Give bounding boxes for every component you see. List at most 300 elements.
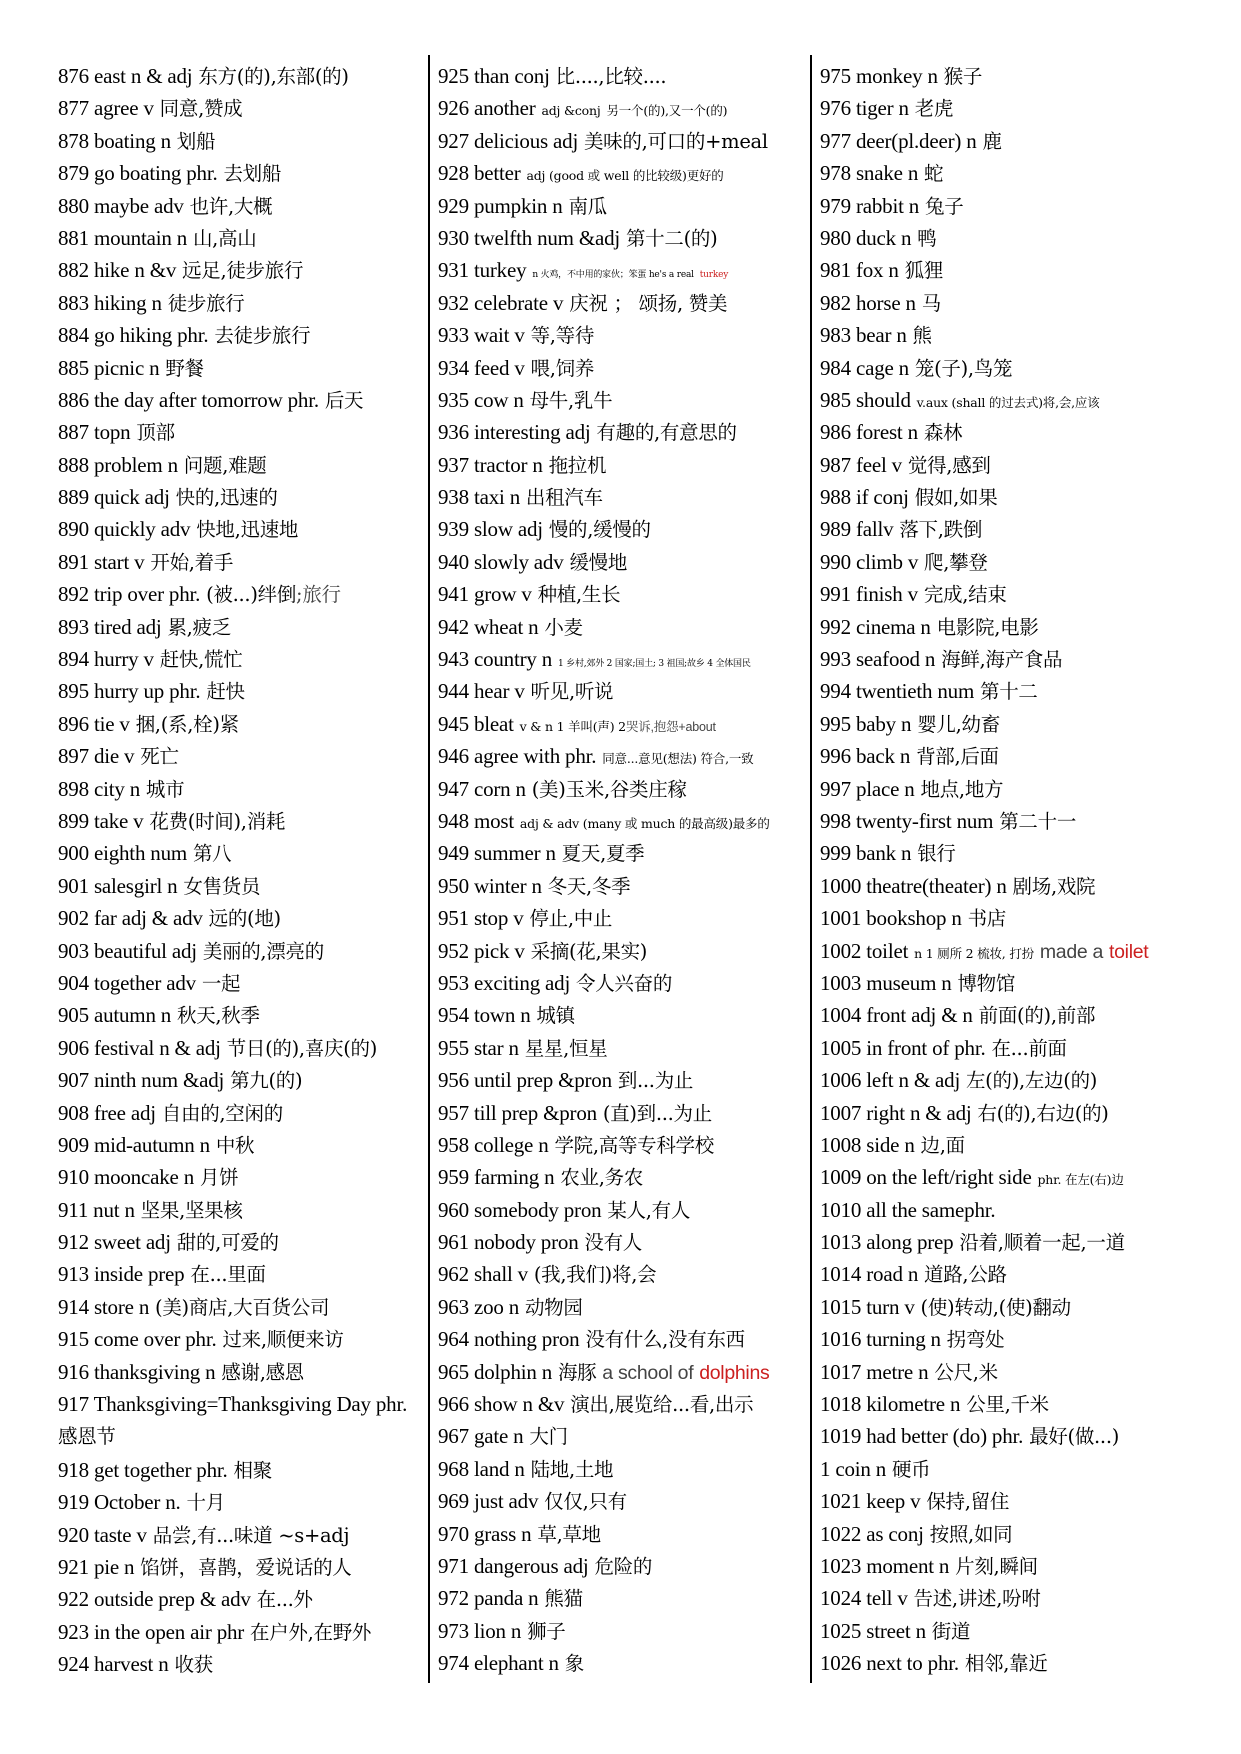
entry-definition: 比....,比较....: [555, 65, 667, 88]
vocab-entry: [820, 708, 1220, 740]
entry-definition: 演出,展览给...看,出示: [570, 1393, 754, 1417]
entry-word: 898 city n: [58, 776, 140, 801]
entry-definition: 划船: [176, 129, 216, 153]
vocab-entry: [438, 352, 810, 384]
entry-definition: 银行: [917, 842, 956, 866]
entry-definition: 硬币: [891, 1457, 931, 1481]
vocab-entry: [58, 708, 428, 740]
vocab-entry: [820, 1485, 1220, 1517]
vocab-entry: [58, 1258, 428, 1290]
entry-definition: 顶部: [136, 421, 175, 445]
entry-word: 884 go hiking phr.: [58, 323, 209, 348]
vocab-entry: [820, 870, 1220, 902]
entry-definition: 按照,如同: [929, 1522, 1013, 1546]
entry-definition: 星星,恒星: [524, 1036, 608, 1060]
entry-word: 973 lion n: [438, 1618, 522, 1643]
vocab-entry: [438, 92, 810, 124]
entry-word: 1014 road n: [820, 1262, 919, 1287]
entry-word: 900 eighth num: [58, 841, 188, 866]
entry-word: 899 take v: [58, 808, 144, 833]
vocab-entry: [438, 1323, 810, 1355]
entry-definition: 快地,迅速地: [196, 518, 299, 542]
entry-example: made a: [1039, 940, 1104, 963]
entry-word: 993 seafood n: [820, 647, 936, 672]
entry-word: 923 in the open air phr: [58, 1619, 245, 1644]
vocab-entry: [58, 870, 428, 902]
entry-word: 933 wait v: [438, 323, 525, 348]
entry-word: 941 grow v: [438, 582, 532, 607]
entry-word: 1007 right n & adj: [820, 1100, 972, 1125]
entry-definition: 没有人: [584, 1231, 643, 1255]
entry-definition: 仅仅,只有: [544, 1490, 627, 1514]
entry-example-highlight: turkey: [699, 270, 729, 281]
entry-definition: 陆地,土地: [530, 1457, 614, 1481]
entry-word: 957 till prep &pron: [438, 1100, 597, 1125]
vocab-entry: [820, 643, 1220, 675]
entry-word: 979 rabbit n: [820, 193, 920, 218]
entry-definition: 婴儿,幼畜: [917, 712, 1000, 736]
entry-definition: 后天: [324, 388, 364, 412]
entry-word: 942 wheat n: [438, 614, 539, 639]
entry-word: 930 twelfth num &adj: [438, 225, 621, 250]
entry-definition: 去划船: [223, 162, 282, 186]
entry-definition: 狐狸: [904, 259, 944, 283]
vocab-entry: [58, 1551, 428, 1583]
entry-definition: 野餐: [165, 356, 204, 380]
vocab-entry: [438, 1518, 810, 1550]
vocab-entry: [820, 1291, 1220, 1323]
vocab-entry: [438, 837, 810, 869]
vocab-entry: [438, 1097, 810, 1129]
entry-word: 940 slowly adv: [438, 549, 564, 574]
vocab-entry: [820, 1582, 1220, 1614]
entry-definition: 小麦: [544, 615, 583, 639]
entry-definition: 开始,着手: [150, 550, 234, 574]
entry-word: 912 sweet adj: [58, 1230, 171, 1255]
entry-word: 889 quick adj: [58, 485, 170, 510]
entry-definition: 第十二(的): [625, 226, 718, 250]
entry-word: 932 celebrate v: [438, 290, 564, 315]
entry-word: 1000 theatre(theater) n: [820, 873, 1007, 898]
entry-definition: 母牛,乳牛: [529, 388, 613, 412]
entry-definition: 东方(的),东部(的): [198, 65, 349, 88]
entry-word: 903 beautiful adj: [58, 938, 197, 963]
vocab-entry: [438, 675, 810, 707]
vocab-entry: [820, 190, 1220, 222]
entry-word: 892 trip over phr.: [58, 582, 201, 607]
column-divider: [428, 55, 430, 1683]
entry-definition: 听见,听说: [530, 680, 614, 704]
vocab-entry: [58, 773, 428, 805]
entry-definition: 落下,跌倒: [899, 518, 983, 542]
entry-small-note: v.aux (shall 的过去式)将,会,应该: [916, 394, 1100, 410]
entry-definition: 等,等待: [530, 324, 595, 348]
entry-word: 968 land n: [438, 1456, 525, 1481]
entry-definition: 第八: [192, 842, 232, 866]
entry-definition: 捆,(系,栓)紧: [135, 712, 239, 736]
entry-definition: 假如,如果: [914, 486, 998, 510]
entry-definition: 拐弯处: [946, 1328, 1005, 1352]
entry-example: a school of: [602, 1361, 694, 1384]
vocab-entry: [58, 1097, 428, 1129]
vocab-entry: [820, 611, 1220, 643]
entry-definition: 问题,难题: [183, 453, 267, 477]
vocab-column-2: [438, 60, 810, 1680]
entry-word: 960 somebody pron: [438, 1197, 602, 1222]
entry-definition: 秋天,秋季: [177, 1004, 260, 1028]
entry-word: 987 feel v: [820, 452, 902, 477]
entry-definition: 边,面: [920, 1133, 965, 1157]
entry-definition: 感谢,感恩: [221, 1360, 305, 1384]
entry-word: 998 twenty-first num: [820, 808, 994, 833]
entry-word: 980 duck n: [820, 225, 912, 250]
vocab-entry: [438, 740, 810, 772]
entry-word: 1005 in front of phr.: [820, 1035, 986, 1060]
entry-word: 953 exciting adj: [438, 970, 571, 995]
entry-definition: 美味的,可口的+meal: [583, 129, 768, 153]
entry-word: 974 elephant n: [438, 1651, 559, 1676]
entry-word: 965 dolphin n: [438, 1359, 553, 1384]
entry-definition: 相聚: [233, 1458, 272, 1482]
entry-word: 947 corn n: [438, 776, 526, 801]
vocab-entry: [820, 352, 1220, 384]
entry-word: 1025 street n: [820, 1618, 926, 1643]
entry-definition: 完成,结束: [923, 583, 1007, 607]
entry-definition: 远的(地): [208, 907, 281, 931]
vocab-entry: [820, 384, 1220, 416]
entry-definition: 山,高山: [192, 226, 257, 250]
entry-word: 1019 had better (do) phr.: [820, 1424, 1024, 1449]
entry-definition: 同意,赞成: [159, 97, 243, 121]
entry-small-note: adj & adv (many 或 much 的最高级)最多的: [519, 815, 770, 831]
vocab-entry: [438, 1647, 810, 1679]
entry-word: 896 tie v: [58, 711, 130, 736]
entry-word: 883 hiking n: [58, 290, 162, 315]
entry-word: 924 harvest n: [58, 1652, 169, 1677]
entry-word: 916 thanksgiving n: [58, 1359, 216, 1384]
entry-definition: (被...)绊倒: [206, 583, 297, 607]
vocab-entry: [438, 1194, 810, 1226]
vocab-entry: [438, 1550, 810, 1582]
entry-word: 910 mooncake n: [58, 1165, 194, 1190]
vocab-entry: [820, 1647, 1220, 1679]
entry-word: 948 most: [438, 808, 514, 833]
entry-word: 996 back n: [820, 744, 911, 769]
vocab-entry: [58, 546, 428, 578]
entry-word: 914 store n: [58, 1294, 150, 1319]
entry-word: 939 slow adj: [438, 517, 543, 542]
entry-definition: 快的,迅速的: [175, 486, 278, 510]
entry-word: 995 baby n: [820, 711, 912, 736]
entry-word: 901 salesgirl n: [58, 873, 178, 898]
vocab-entry: [58, 254, 428, 286]
entry-definition: 相邻,靠近: [964, 1652, 1048, 1676]
entry-word: 997 place n: [820, 776, 915, 801]
vocab-entry: [58, 1226, 428, 1258]
vocab-entry: [438, 1388, 810, 1420]
entry-word: 911 nut n: [58, 1197, 135, 1222]
entry-definition: 坚果,坚果核: [140, 1198, 243, 1222]
entry-definition: 累,疲乏: [167, 615, 231, 639]
vocab-entry: [820, 416, 1220, 448]
entry-definition: 去徒步旅行: [214, 324, 311, 348]
entry-word: 1024 tell v: [820, 1586, 908, 1611]
entry-word: 962 shall v: [438, 1262, 528, 1287]
entry-word: 958 college n: [438, 1132, 549, 1157]
entry-word: 895 hurry up phr.: [58, 679, 201, 704]
entry-definition: 沿着,顺着一起,一道: [959, 1231, 1125, 1255]
entry-word: 949 summer n: [438, 841, 556, 866]
entry-definition: 在...外: [256, 1588, 313, 1612]
entry-word: 1 coin n: [820, 1456, 887, 1481]
vocab-entry: [58, 611, 428, 643]
entry-definition: 在...前面: [991, 1036, 1067, 1060]
entry-definition: 保持,留住: [926, 1490, 1010, 1514]
entry-definition: 街道: [931, 1619, 971, 1643]
entry-definition: 草,草地: [537, 1522, 601, 1546]
vocab-entry: [58, 190, 428, 222]
entry-word: 894 hurry v: [58, 647, 154, 672]
entry-definition: (美)玉米,谷类庄稼: [531, 777, 687, 801]
entry-word: 878 boating n: [58, 128, 171, 153]
entry-word: 944 hear v: [438, 679, 525, 704]
entry-definition: 马: [921, 291, 941, 315]
vocab-entry: [58, 384, 428, 416]
entry-word: 943 country n: [438, 647, 553, 672]
entry-word: 1026 next to phr.: [820, 1651, 959, 1676]
entry-word: 972 panda n: [438, 1586, 539, 1611]
vocab-entry: [438, 1582, 810, 1614]
vocab-entry: [438, 1291, 810, 1323]
entry-definition: 十月: [186, 1491, 225, 1515]
entry-word: 954 town n: [438, 1003, 531, 1028]
entry-small-note: adj (good 或 well 的比较级)更好的: [526, 168, 724, 184]
entry-definition: 最好(做...): [1029, 1425, 1120, 1449]
entry-word: 1001 bookshop n: [820, 906, 962, 931]
vocab-entry: [58, 1064, 428, 1096]
entry-definition: 背部,后面: [916, 745, 999, 769]
vocab-entry: [438, 643, 810, 675]
vocab-entry: [58, 319, 428, 351]
entry-word: 971 dangerous adj: [438, 1553, 589, 1578]
vocab-entry: [58, 513, 428, 545]
entry-word: 915 come over phr.: [58, 1327, 217, 1352]
entry-word: 989 fallv: [820, 517, 894, 542]
vocab-entry: [820, 1064, 1220, 1096]
vocab-entry: [58, 1519, 428, 1551]
vocab-entry: [58, 222, 428, 254]
entry-definition: 美丽的,漂亮的: [202, 939, 324, 963]
entry-word: 983 bear n: [820, 323, 907, 348]
entry-definition: 馅饼，喜鹊，爱说话的人: [140, 1556, 352, 1579]
entry-word: 978 snake n: [820, 161, 919, 186]
entry-definition: 采摘(花,果实): [530, 939, 648, 963]
entry-definition: 博物馆: [957, 971, 1016, 995]
vocab-entry: [820, 60, 1220, 92]
entry-word: 897 die v: [58, 744, 135, 769]
vocab-entry: [820, 935, 1220, 967]
entry-word: 964 nothing pron: [438, 1327, 580, 1352]
entry-word: 950 winter n: [438, 873, 542, 898]
entry-word: 929 pumpkin n: [438, 193, 563, 218]
vocab-entry: [820, 902, 1220, 934]
entry-word: 994 twentieth num: [820, 679, 975, 704]
vocab-entry: [58, 1616, 428, 1648]
vocab-entry: [58, 967, 428, 999]
vocab-entry: [438, 449, 810, 481]
entry-word: 977 deer(pl.deer) n: [820, 128, 977, 153]
vocab-entry: [58, 92, 428, 124]
vocab-entry: [820, 287, 1220, 319]
vocab-entry: [820, 1097, 1220, 1129]
entry-word: 1003 museum n: [820, 970, 952, 995]
entry-definition: 种植,生长: [537, 583, 621, 607]
entry-definition: 女售货员: [183, 874, 261, 898]
entry-word: 938 taxi n: [438, 485, 520, 510]
vocab-entry: [438, 870, 810, 902]
entry-definition: 到...为止: [617, 1069, 694, 1093]
entry-word: 886 the day after tomorrow phr.: [58, 387, 319, 412]
vocab-entry: [58, 1194, 428, 1226]
entry-definition: 品尝,有...味道 ~s+adj: [152, 1523, 350, 1547]
entry-word: 1002 toilet: [820, 938, 909, 963]
entry-word: 887 topn: [58, 420, 131, 445]
vocab-entry: [438, 546, 810, 578]
entry-definition: 城市: [145, 777, 185, 801]
entry-definition: 书店: [967, 907, 1006, 931]
entry-word: 970 grass n: [438, 1521, 532, 1546]
entry-definition: 大门: [529, 1425, 568, 1449]
entry-definition: 兔子: [925, 194, 964, 218]
vocab-entry: [438, 1356, 810, 1388]
vocab-entry: [58, 1161, 428, 1193]
entry-tiny-note: n 火鸡，不中用的家伙；笨蛋 he's a real: [532, 270, 694, 281]
entry-definition: 拖拉机: [548, 453, 607, 477]
entry-small-note: phr. 在左(右)边: [1037, 1172, 1124, 1188]
entry-definition: (直)到...为止: [602, 1101, 712, 1125]
entry-definition: 告述,讲述,吩咐: [913, 1587, 1041, 1611]
entry-word: 906 festival n & adj: [58, 1035, 221, 1060]
entry-word: 913 inside prep: [58, 1262, 185, 1287]
vocab-entry: [438, 578, 810, 610]
vocab-entry: [820, 1226, 1220, 1258]
vocab-entry: [820, 481, 1220, 513]
vocab-entry: [438, 416, 810, 448]
entry-word: 1006 left n & adj: [820, 1068, 961, 1093]
vocab-entry: [438, 1615, 810, 1647]
vocab-entry: [58, 837, 428, 869]
vocab-entry: [820, 513, 1220, 545]
entry-word: 967 gate n: [438, 1424, 524, 1449]
entry-word: 926 another: [438, 96, 536, 121]
entry-definition: 月饼: [199, 1166, 239, 1190]
entry-definition: 感恩节: [58, 1425, 116, 1449]
vocab-entry: [58, 287, 428, 319]
vocab-entry: [438, 1161, 810, 1193]
entry-definition: 喂,饲养: [530, 356, 595, 380]
vocab-entry: [438, 935, 810, 967]
entry-definition: 某人,有人: [607, 1198, 691, 1222]
vocab-entry: [820, 157, 1220, 189]
entry-word: 905 autumn n: [58, 1003, 172, 1028]
entry-definition: 爬,攀登: [924, 550, 988, 574]
entry-definition: 另一个(的),又一个(的): [606, 103, 728, 119]
entry-word: 919 October n.: [58, 1490, 181, 1515]
entry-word: 1021 keep v: [820, 1489, 921, 1514]
entry-word: 928 better: [438, 161, 521, 186]
vocab-entry: [438, 125, 810, 157]
entry-definition: 在户外,在野外: [250, 1620, 372, 1644]
entry-definition: 远足,徒步旅行: [182, 259, 304, 283]
entry-definition: 笼(子),鸟笼: [914, 356, 1013, 380]
vocab-entry: [58, 643, 428, 675]
vocab-entry: [820, 125, 1220, 157]
entry-definition: 动物园: [524, 1295, 583, 1319]
vocab-entry: [438, 513, 810, 545]
entry-tiny-note: 1 乡村,郊外 2 国家;国土; 3 祖国;故乡 4 全体国民: [557, 659, 751, 670]
entry-word: 992 cinema n: [820, 614, 931, 639]
entry-small-note: n 1 厕所 2 梳妆, 打扮: [914, 945, 1034, 961]
vocab-entry: [820, 1194, 1220, 1226]
vocab-entry: [820, 222, 1220, 254]
entry-word: 991 finish v: [820, 582, 918, 607]
vocab-entry: [820, 1615, 1220, 1647]
vocab-entry: [438, 1129, 810, 1161]
vocab-entry: [438, 287, 810, 319]
entry-word: 922 outside prep & adv: [58, 1587, 251, 1612]
entry-word: 975 monkey n: [820, 64, 938, 88]
vocab-entry: [820, 967, 1220, 999]
vocab-entry: [438, 1420, 810, 1452]
entry-word: 961 nobody pron: [438, 1230, 579, 1255]
entry-definition: 学院,高等专科学校: [554, 1133, 714, 1157]
entry-word: 1023 moment n: [820, 1553, 950, 1578]
entry-word: 909 mid-autumn n: [58, 1132, 210, 1157]
vocab-entry: [438, 805, 810, 837]
entry-definition: 公里,千米: [966, 1393, 1049, 1417]
entry-word: 935 cow n: [438, 387, 524, 412]
entry-definition: 海豚: [557, 1360, 597, 1384]
entry-definition: 出租汽车: [525, 486, 603, 510]
vocab-entry: [820, 319, 1220, 351]
vocab-entry: [438, 1453, 810, 1485]
entry-definition: 第二十一: [999, 809, 1077, 833]
entry-definition: 右(的),右边(的): [977, 1101, 1109, 1125]
vocab-entry: [58, 935, 428, 967]
vocab-entry: [58, 416, 428, 448]
entry-word: 985 should: [820, 387, 911, 412]
vocab-entry: [438, 773, 810, 805]
vocab-entry: [438, 611, 810, 643]
entry-extra: ;旅行: [296, 583, 341, 607]
entry-definition: 危险的: [594, 1554, 653, 1578]
entry-definition: 左(的),左边(的): [965, 1069, 1098, 1093]
vocab-entry: [58, 578, 428, 610]
vocab-entry: [438, 967, 810, 999]
column-divider: [810, 55, 812, 1683]
entry-word: 925 than conj: [438, 64, 550, 88]
vocab-entry: [820, 1518, 1220, 1550]
entry-word: 908 free adj: [58, 1100, 156, 1125]
vocab-entry: [58, 1323, 428, 1355]
entry-definition: 公尺,米: [934, 1360, 998, 1384]
entry-word: 879 go boating phr.: [58, 161, 218, 186]
vocab-column-1: [58, 60, 428, 1681]
vocab-entry: [58, 805, 428, 837]
entry-word: 1010 all the samephr.: [820, 1197, 996, 1222]
entry-definition: 在...里面: [190, 1263, 266, 1287]
entry-word: 1013 along prep: [820, 1230, 954, 1255]
